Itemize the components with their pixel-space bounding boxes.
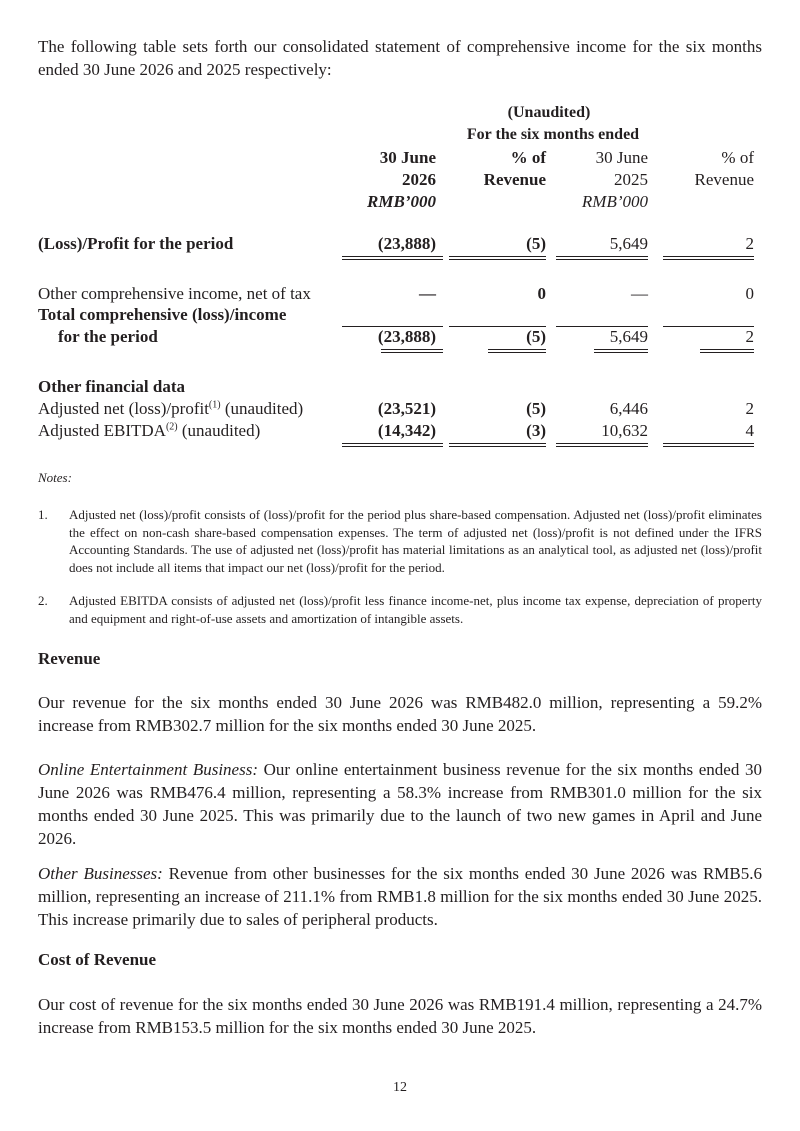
col4-header-line2: Revenue: [694, 170, 754, 189]
revenue-paragraph-2: Online Entertainment Business: Our online entertainment business revenue for the six months ended 30 June 2026 was RMB476.4 million, representing a 58.3% increase from RMB301.0 million for the six months ended 30 June 2025. This was primarily due to the launch of two new games in April and June 2026.: [38, 760, 762, 848]
double-underline: [342, 443, 443, 447]
note-text: Adjusted EBITDA consists of adjusted net (loss)/profit less finance income-net, plus income tax expense, depreciation of property and equipment and right-of-use assets and amortization of intangible assets.: [69, 593, 762, 626]
double-underline: [594, 349, 648, 353]
row-label: Adjusted EBITDA$^{(2)}$ (unaudited): [38, 421, 261, 440]
col1-header-line3: RMB’000: [367, 192, 436, 211]
double-underline: [663, 443, 754, 447]
cell-2026-amount: —: [419, 284, 436, 303]
row-label: Other comprehensive income, net of tax: [38, 284, 311, 303]
cell-2026-pct: (5): [526, 234, 546, 253]
table-row-total: [38, 326, 762, 348]
cell-2025-pct: 0: [745, 284, 754, 303]
cell-2026-amount: (23,888): [377, 234, 436, 253]
table-row-oci: [38, 283, 762, 305]
notes-title: Notes:: [38, 470, 72, 485]
cell-2025-pct: 2: [745, 234, 754, 253]
note-2: [38, 592, 762, 627]
cell-2025-amount: 5,649: [609, 327, 648, 346]
cell-2025-pct: 2: [745, 327, 754, 346]
col3-header-line2: 2025: [614, 170, 648, 189]
col3-header-line1: 30 June: [595, 148, 648, 167]
double-underline: [381, 349, 443, 353]
header-unaudited: (Unaudited): [507, 104, 591, 121]
row-label: Adjusted net (loss)/profit$^{(1)}$ (unaudited): [38, 399, 304, 418]
double-underline: [488, 349, 546, 353]
cell-2025-amount: —: [631, 284, 648, 303]
table-row-profit: [38, 233, 762, 255]
table-row-adjusted-net: [38, 398, 762, 420]
row-label: (Loss)/Profit for the period: [38, 234, 234, 253]
double-underline: [700, 349, 754, 353]
cell-2025-amount: 5,649: [609, 234, 648, 253]
intro-paragraph: The following table sets forth our consolidated statement of comprehensive income for the six months ended 30 June 2026 and 2025 respectively:: [38, 37, 762, 79]
section-label: Other financial data: [38, 377, 186, 396]
col2-header-line2: Revenue: [483, 170, 546, 189]
double-underline: [342, 256, 443, 260]
note-number: 1.: [38, 507, 48, 522]
single-rule: [449, 326, 546, 327]
note-1: [38, 506, 762, 576]
cell-2026-pct: 0: [537, 284, 546, 303]
row-label-continued: for the period: [58, 327, 158, 346]
double-underline: [449, 443, 546, 447]
single-rule: [663, 326, 754, 327]
double-underline: [556, 443, 648, 447]
single-rule: [342, 326, 443, 327]
col2-header-line1: % of: [510, 148, 546, 167]
cost-paragraph-1: Our cost of revenue for the six months ended 30 June 2026 was RMB191.4 million, representing a 24.7% increase from RMB153.5 million for the six months ended 30 June 2025.: [38, 995, 762, 1037]
cell-2026-pct: (3): [526, 421, 546, 440]
cell-2026-pct: (5): [526, 327, 546, 346]
revenue-paragraph-1: Our revenue for the six months ended 30 June 2026 was RMB482.0 million, representing a 59.2% increase from RMB302.7 million for the six months ended 30 June 2025.: [38, 693, 762, 735]
table-row-adjusted-ebitda: [38, 420, 762, 442]
note-number: 2.: [38, 593, 48, 608]
section-heading-revenue: Revenue: [38, 649, 101, 668]
cell-2026-pct: (5): [526, 399, 546, 418]
double-underline: [556, 256, 648, 260]
page-number: 12: [393, 1080, 407, 1095]
cell-2025-amount: 10,632: [601, 421, 648, 440]
section-heading-cost-of-revenue: Cost of Revenue: [38, 950, 157, 969]
cell-2026-amount: (23,521): [377, 399, 436, 418]
col1-header-line2: 2026: [402, 170, 436, 189]
cell-2025-pct: 2: [745, 399, 754, 418]
double-underline: [663, 256, 754, 260]
single-rule: [556, 326, 648, 327]
col4-header-line1: % of: [721, 148, 754, 167]
table-row-total-label: [38, 304, 762, 326]
table-section-other-financial-data: [38, 376, 762, 398]
cell-2026-amount: (23,888): [377, 327, 436, 346]
revenue-paragraph-3: Other Businesses: Revenue from other businesses for the six months ended 30 June 2026 was RMB5.6 million, representing an increase of 211.1% from RMB1.8 million for the six months ended 30 June 2025. This increase primarily due to sales of peripheral products.: [38, 864, 763, 929]
col1-header-line1: 30 June: [379, 148, 436, 167]
col3-header-line3: RMB’000: [581, 192, 648, 211]
cell-2025-amount: 6,446: [609, 399, 648, 418]
cell-2025-pct: 4: [745, 421, 754, 440]
header-period: For the six months ended: [466, 126, 640, 143]
cell-2026-amount: (14,342): [377, 421, 436, 440]
note-text: Adjusted net (loss)/profit consists of (loss)/profit for the period plus share-based compensation. Adjusted net (loss)/profit eliminates the effect on non-cash share-based compensation expenses. The term of adjusted net (loss)/profit is not defined under the IFRS Accounting Standards. The use of adjusted net (loss)/profit has material limitations as an analytical tool, as adjusted net (loss)/profit does not include all items that impact our net (loss)/profit for the period.: [69, 507, 762, 575]
row-label: Total comprehensive (loss)/income: [38, 305, 287, 324]
double-underline: [449, 256, 546, 260]
